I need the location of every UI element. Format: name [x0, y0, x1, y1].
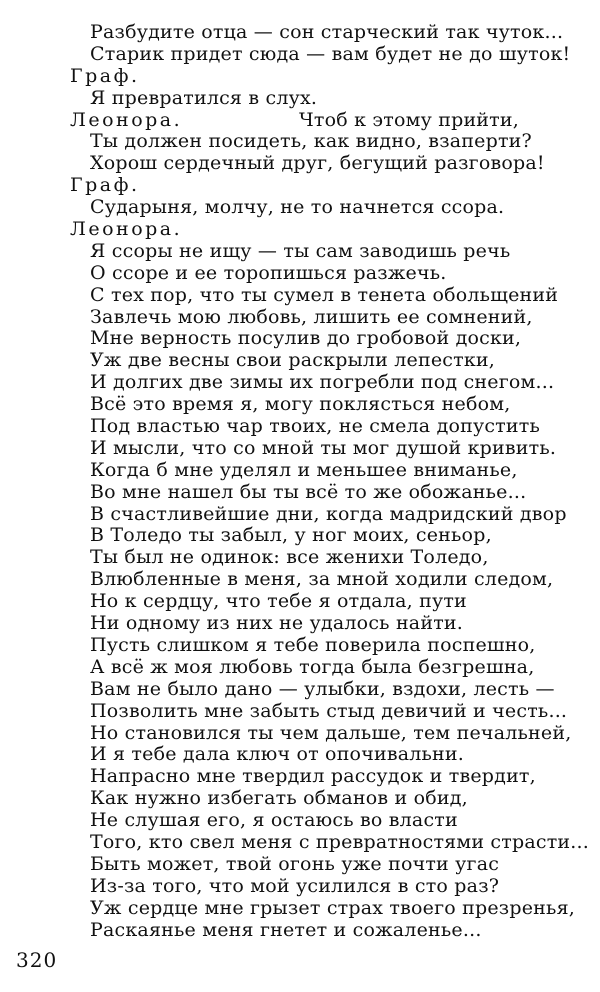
verse-line: Уж сердце мне грызет страх твоего презренья, — [90, 896, 576, 919]
verse-line: Вам не было дано — улыбки, вздохи, лесть — — [90, 677, 555, 700]
verse-line: Пусть слишком я тебе поверила поспешно, — [90, 633, 536, 656]
verse-line: Влюбленные в меня, за мной ходили следом, — [90, 568, 554, 591]
verse-line: Но к сердцу, что тебе я отдала, пути — [90, 590, 467, 613]
verse-line: В Толедо ты забыл, у ног моих, сеньор, — [90, 524, 492, 547]
verse-line: А всё ж моя любовь тогда была безгрешна, — [90, 655, 535, 678]
verse-line: Раскаянье меня гнетет и сожаленье... — [90, 918, 482, 941]
verse-line: Как нужно избегать обманов и обид, — [90, 787, 468, 810]
speaker-line — [70, 110, 560, 132]
verse-line: И мысли, что со мной ты мог душой кривить. — [90, 436, 557, 459]
verse-line: Напрасно мне твердил рассудок и твердит, — [90, 765, 536, 788]
poem-text — [70, 21, 590, 941]
verse-line: Но становился ты чем дальше, тем печальней, — [90, 721, 572, 744]
verse-line: Позволить мне забыть стыд девичий и честь... — [90, 699, 568, 722]
verse-line: Во мне нашел бы ты всё то же обожанье... — [90, 480, 527, 503]
speaker-name: Леонора. — [70, 218, 183, 241]
verse-line: Уж две весны свои раскрыли лепестки, — [90, 349, 496, 372]
verse-line: Сударыня, молчу, не то начнется ссора. — [90, 196, 505, 219]
verse-line: Всё это время я, могу поклясться небом, — [90, 393, 511, 416]
verse-line: Быть может, твой огонь уже почти угас — [90, 852, 500, 875]
page-number: 320 — [16, 948, 58, 972]
verse-line: Я ссоры не ищу — ты сам заводишь речь — [90, 239, 511, 262]
speaker-name: Граф. — [70, 174, 140, 197]
verse-line: Под властью чар твоих, не смела допустить — [90, 415, 541, 438]
speaker-name: Леонора. — [70, 108, 183, 131]
verse-line: Разбудите отца — сон старческий так чуток... — [90, 21, 564, 43]
verse-line: Ни одному из них не удалось найти. — [90, 612, 464, 635]
verse-line: И долгих две зимы их погребли под снегом... — [90, 371, 555, 394]
verse-line: Я превратился в слух. — [90, 86, 318, 109]
verse-text: Чтоб к этому прийти, — [299, 108, 519, 131]
speaker-name: Граф. — [70, 64, 140, 87]
verse-line: Старик придет сюда — вам будет не до шуток! — [90, 42, 571, 65]
verse-line: Хорош сердечный друг, бегущий разговора! — [90, 152, 545, 175]
verse-line: Ты был не одинок: все женихи Толедо, — [90, 546, 489, 569]
verse-line: Ты должен посидеть, как видно, взаперти? — [90, 130, 532, 153]
verse-line: Завлечь мою любовь, лишить ее сомнений, — [90, 305, 533, 328]
verse-line: С тех пор, что ты сумел в тенета обольщений — [90, 283, 559, 306]
verse-line: Когда б мне уделял и меньшее вниманье, — [90, 458, 518, 481]
verse-line: И я тебе дала ключ от опочивальни. — [90, 743, 465, 766]
verse-line: В счастливейшие дни, когда мадридский двор — [90, 502, 567, 525]
verse-line: О ссоре и ее торопишься разжечь. — [90, 261, 447, 284]
verse-line: Не слушая его, я остаюсь во власти — [90, 809, 458, 832]
verse-line: Из-за того, что мой усилился в сто раз? — [90, 874, 500, 897]
verse-line: Мне верность посулив до гробовой доски, — [90, 327, 522, 350]
verse-line: Того, кто свел меня с превратностями страсти... — [90, 830, 590, 853]
